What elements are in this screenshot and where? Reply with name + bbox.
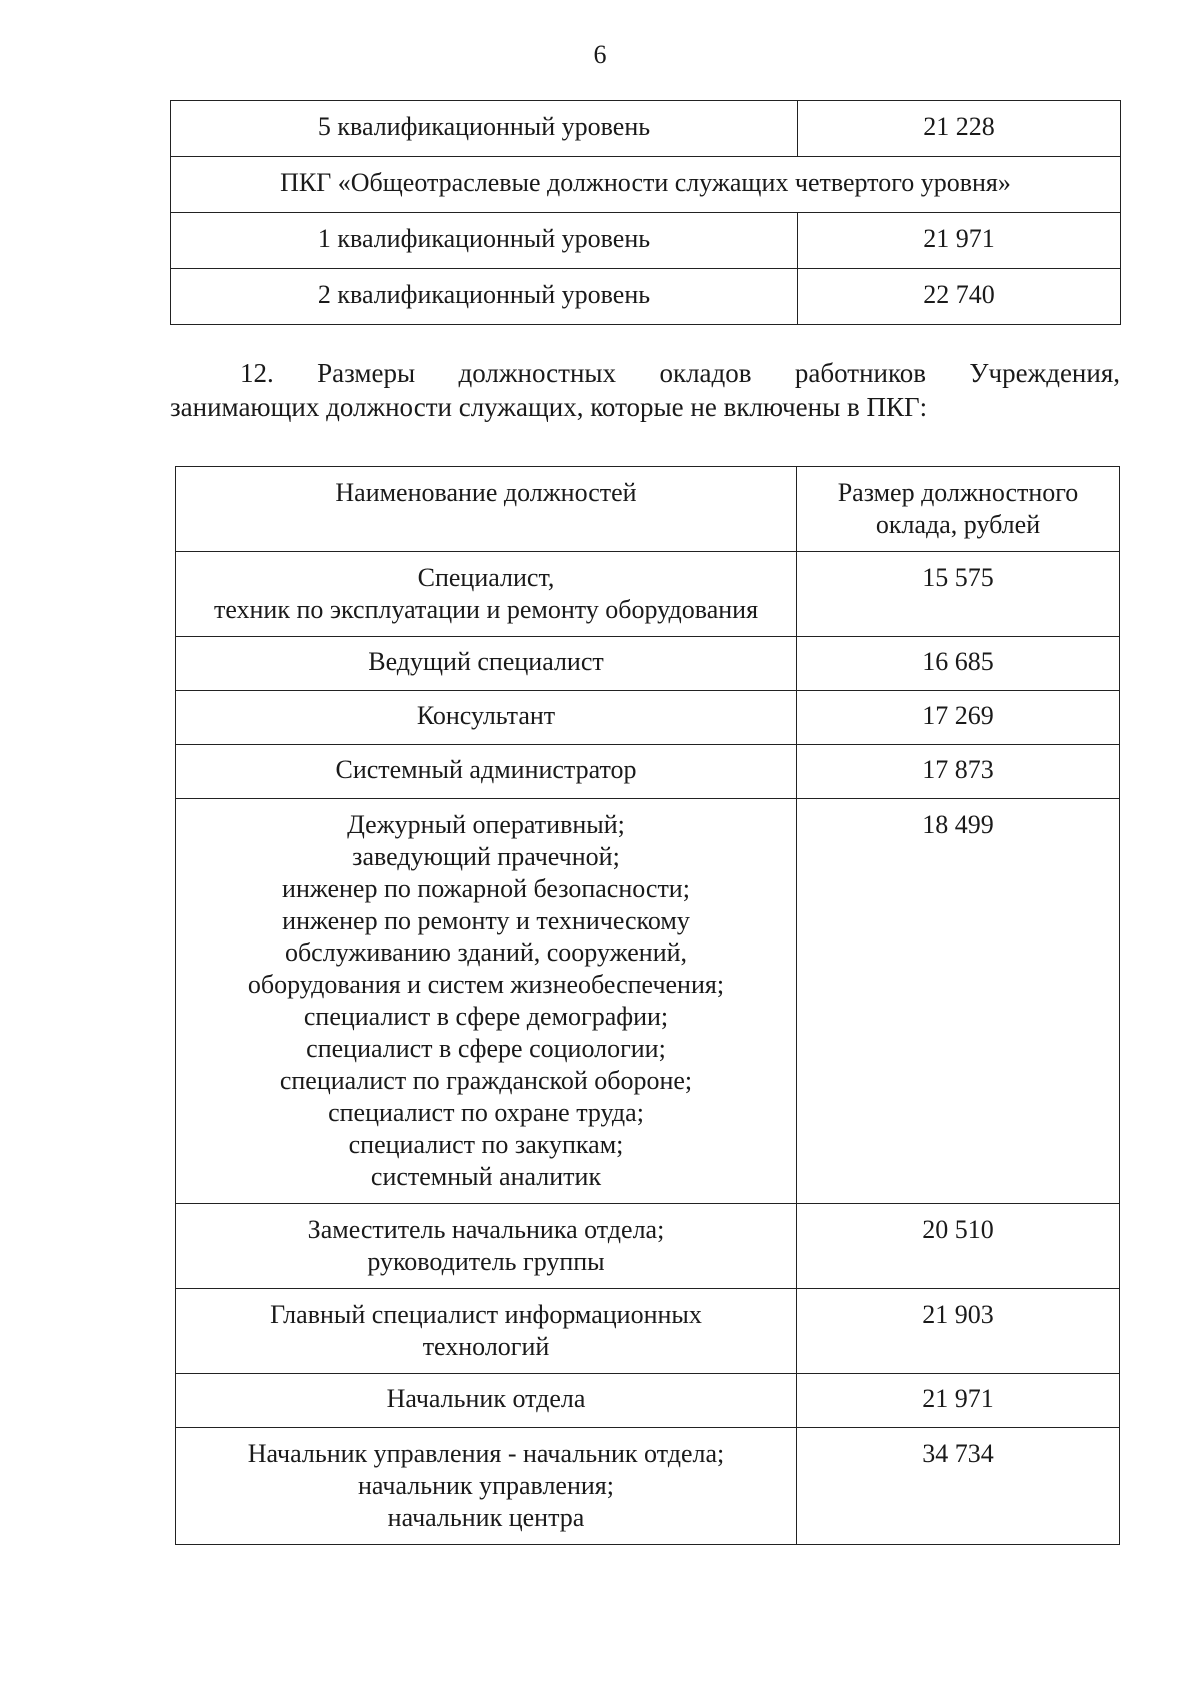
position-line: системный аналитик	[370, 1162, 602, 1191]
header-salary-line: оклада, рублей	[875, 510, 1041, 539]
position-line: специалист по закупкам;	[348, 1130, 624, 1159]
position-cell	[176, 552, 797, 637]
salary-cell: 18 499	[797, 799, 1120, 1204]
position-line: Заместитель начальника отдела;	[307, 1215, 665, 1244]
position-line: специалист по гражданской обороне;	[279, 1066, 693, 1095]
position-line: Специалист,	[417, 563, 555, 592]
salary-cell: 16 685	[797, 637, 1120, 691]
table-row	[171, 269, 1121, 325]
position-line: Дежурный оперативный;	[347, 810, 625, 839]
header-salary	[797, 467, 1120, 552]
salary-cell: 22 740	[798, 269, 1121, 325]
header-salary-line: Размер должностного	[837, 478, 1079, 507]
page-number: 6	[593, 40, 607, 69]
position-line: инженер по ремонту и техническому	[282, 906, 690, 935]
salary-table	[175, 466, 1120, 1545]
position-line: оборудования и систем жизнеобеспечения;	[247, 970, 725, 999]
salary-cell: 17 269	[797, 691, 1120, 745]
table-row	[176, 799, 1120, 1204]
position-line: специалист по охране труда;	[328, 1098, 644, 1127]
table-row	[176, 1289, 1120, 1374]
table-row	[176, 745, 1120, 799]
position-line: руководитель группы	[367, 1247, 605, 1276]
position-line: начальник центра	[387, 1503, 585, 1532]
salary-cell: 15 575	[797, 552, 1120, 637]
paragraph-12	[170, 356, 1120, 424]
header-position: Наименование должностей	[176, 467, 797, 552]
salary-cell: 21 228	[798, 101, 1121, 157]
position-line: Начальник управления - начальник отдела;	[247, 1439, 725, 1468]
position-line: заведующий прачечной;	[352, 842, 620, 871]
salary-cell: 21 971	[797, 1374, 1120, 1428]
table-row	[176, 637, 1120, 691]
paragraph-line: занимающих должности служащих, которые не включены в ПКГ:	[170, 392, 928, 422]
position-line: Начальник отдела	[386, 1383, 586, 1413]
table-row	[176, 552, 1120, 637]
position-line: обслуживанию зданий, сооружений,	[284, 938, 688, 967]
group-title-cell: ПКГ «Общеотраслевые должности служащих четвертого уровня»	[171, 157, 1121, 213]
salary-cell: 21 903	[797, 1289, 1120, 1374]
position-line: Консультант	[416, 700, 556, 730]
table-row	[171, 101, 1121, 157]
position-cell	[176, 745, 797, 799]
position-line: начальник управления;	[358, 1471, 614, 1500]
position-line: инженер по пожарной безопасности;	[282, 874, 690, 903]
table-row	[176, 1204, 1120, 1289]
position-cell: 2 квалификационный уровень	[171, 269, 798, 325]
position-line: специалист в сфере демографии;	[303, 1002, 669, 1031]
salary-cell: 17 873	[797, 745, 1120, 799]
table-row	[176, 1428, 1120, 1545]
table-row	[171, 213, 1121, 269]
position-line: Главный специалист информационных	[270, 1300, 702, 1329]
position-line: специалист в сфере социологии;	[306, 1034, 666, 1063]
position-cell	[176, 691, 797, 745]
position-cell	[176, 1428, 797, 1545]
position-cell: 1 квалификационный уровень	[171, 213, 798, 269]
position-line: техник по эксплуатации и ремонту оборудования	[213, 595, 759, 624]
position-line: технологий	[422, 1332, 550, 1361]
paragraph-line: 12. Размеры должностных окладов работников Учреждения,	[240, 358, 1120, 388]
position-cell: 5 квалификационный уровень	[171, 101, 798, 157]
position-cell	[176, 1204, 797, 1289]
position-cell	[176, 637, 797, 691]
table-header-row	[176, 467, 1120, 552]
position-line: Ведущий специалист	[368, 646, 604, 676]
salary-cell: 21 971	[798, 213, 1121, 269]
position-cell	[176, 1289, 797, 1374]
position-cell	[176, 1374, 797, 1428]
salary-table-continued	[170, 100, 1121, 325]
position-cell	[176, 799, 797, 1204]
salary-cell: 20 510	[797, 1204, 1120, 1289]
position-line: Системный администратор	[335, 754, 637, 784]
table-row	[176, 691, 1120, 745]
table-row	[176, 1374, 1120, 1428]
salary-cell: 34 734	[797, 1428, 1120, 1545]
table-group-row	[171, 157, 1121, 213]
